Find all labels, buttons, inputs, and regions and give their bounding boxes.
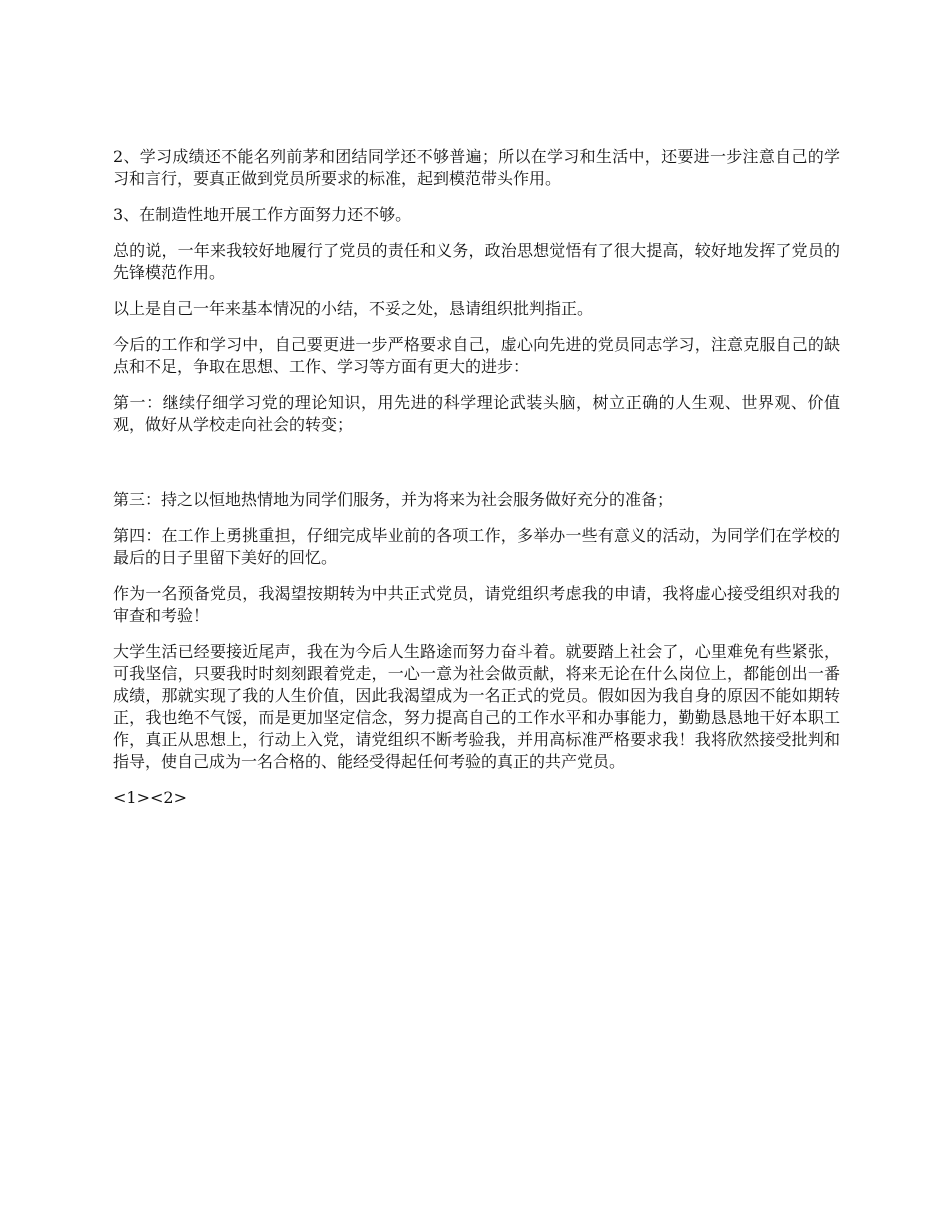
paragraph-future-plan-intro: 今后的工作和学习中，自己要更进一步严格要求自己，虚心向先进的党员同志学习，注意克服自己的缺点和不足，争取在思想、工作、学习等方面有更大的进步： bbox=[113, 335, 840, 376]
pagination[interactable]: <1><2> bbox=[113, 788, 187, 807]
document-body bbox=[113, 146, 840, 809]
paragraph-request-correction: 以上是自己一年来基本情况的小结，不妥之处，恳请组织批判指正。 bbox=[113, 299, 594, 318]
paragraph-shortcoming-2: 2、学习成绩还不能名列前茅和团结同学还不够普遍；所以在学习和生活中，还要进一步注意自己的学习和言行，要真正做到党员所要求的标准，起到模范带头作用。 bbox=[113, 147, 840, 188]
paragraph-plan-third: 第三：持之以恒地热情地为同学们服务，并为将来为社会服务做好充分的准备； bbox=[113, 490, 674, 509]
paragraph-summary: 总的说，一年来我较好地履行了党员的责任和义务，政治思想觉悟有了很大提高，较好地发挥了党员的先锋模范作用。 bbox=[113, 241, 840, 282]
paragraph-closing: 大学生活已经要接近尾声，我在为今后人生路途而努力奋斗着。就要踏上社会了，心里难免有些紧张，可我坚信，只要我时时刻刻跟着党走，一心一意为社会做贡献，将来无论在什么岗位上，都能创出一番成绩，那就实现了我的人生价值，因此我渴望成为一名正式的党员。假如因为我自身的原因不能如期转正，我也绝不气馁，而是更加坚定信念，努力提高自己的工作水平和办事能力，勤勤恳恳地干好本职工作，真正从思想上，行动上入党，请党组织不断考验我，并用高标准严格要求我！我将欣然接受批判和指导，使自己成为一名合格的、能经受得起任何考验的真正的共产党员。 bbox=[113, 642, 840, 771]
paragraph-plan-fourth: 第四：在工作上勇挑重担，仔细完成毕业前的各项工作，多举办一些有意义的活动，为同学们在学校的最后的日子里留下美好的回忆。 bbox=[113, 526, 840, 567]
paragraph-probationary-request: 作为一名预备党员，我渴望按期转为中共正式党员，请党组织考虑我的申请，我将虚心接受组织对我的审查和考验！ bbox=[113, 584, 840, 625]
paragraph-shortcoming-3: 3、在制造性地开展工作方面努力还不够。 bbox=[113, 205, 412, 224]
blank-gap bbox=[113, 450, 840, 489]
paragraph-plan-first: 第一：继续仔细学习党的理论知识，用先进的科学理论武装头脑，树立正确的人生观、世界观、价值观，做好从学校走向社会的转变； bbox=[113, 393, 840, 434]
